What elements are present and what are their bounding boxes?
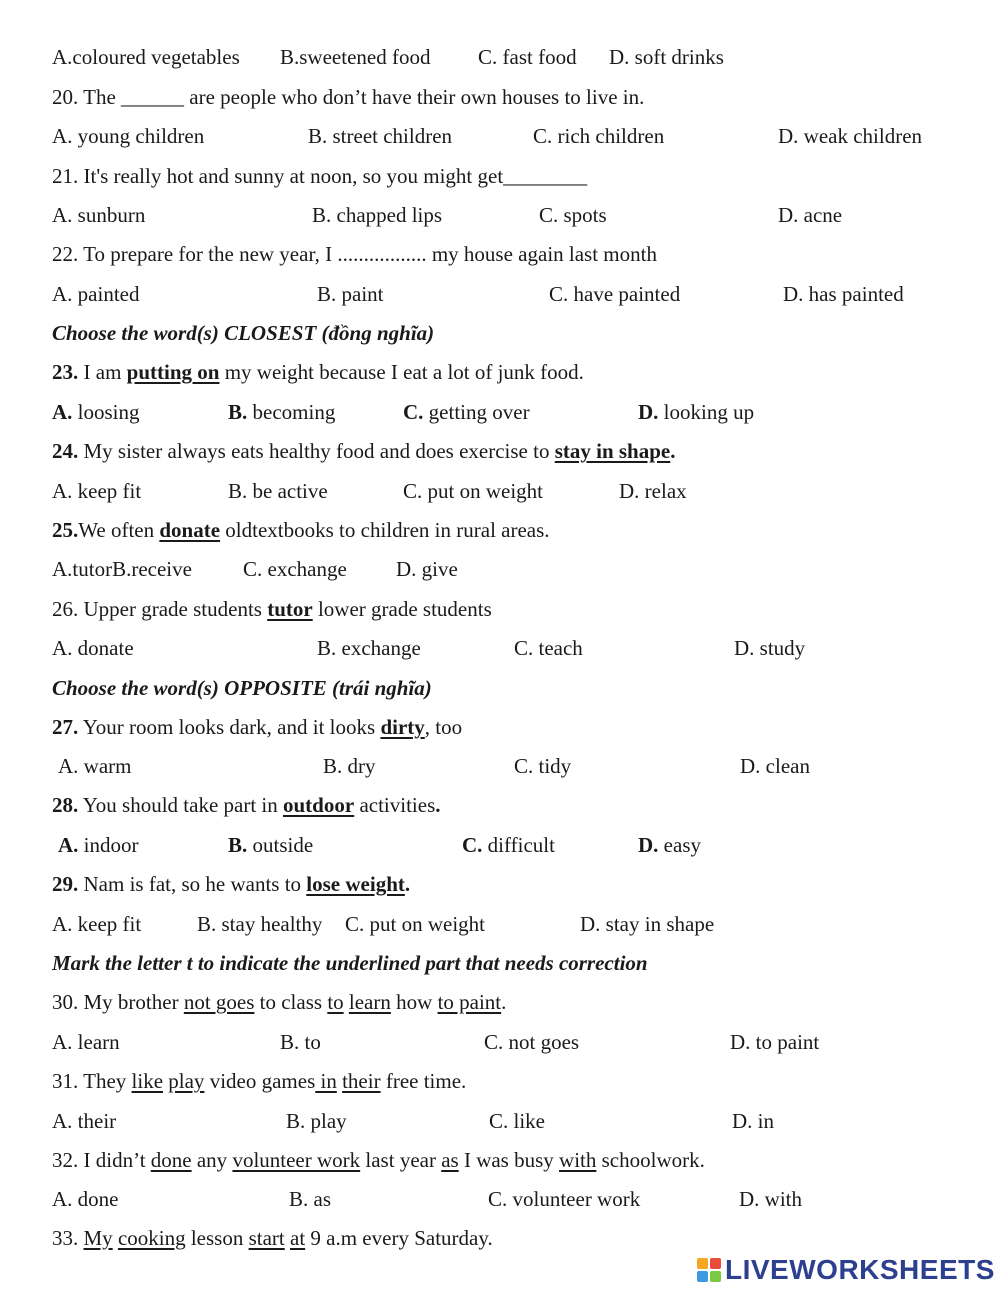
q22-option-b: B. paint bbox=[317, 282, 384, 306]
q28-keyword: outdoor bbox=[283, 793, 355, 817]
q29-option-b: B. stay healthy bbox=[197, 912, 323, 936]
q20-option-a: A. young children bbox=[52, 124, 205, 148]
q20-option-c: C. rich children bbox=[533, 124, 665, 148]
q25-keyword: donate bbox=[159, 518, 221, 542]
q21-option-d: D. acne bbox=[778, 203, 843, 227]
q27-option-d: D. clean bbox=[740, 754, 810, 778]
q20-option-b: B. street children bbox=[308, 124, 453, 148]
q21-option-a: A. sunburn bbox=[52, 203, 146, 227]
q28-option-c: C. difficult bbox=[462, 833, 555, 857]
q20-blank: ______ bbox=[121, 85, 185, 109]
q19-option-b: B.sweetened food bbox=[280, 45, 431, 69]
q26-option-a: A. donate bbox=[52, 636, 134, 660]
q24-option-d: D. relax bbox=[619, 479, 687, 503]
q27-option-a: A. warm bbox=[58, 754, 132, 778]
q26-keyword: tutor bbox=[267, 597, 313, 621]
q22-option-d: D. has painted bbox=[783, 282, 904, 306]
q23-question: 23. I am putting on my weight because I eat a lot of junk food. bbox=[52, 360, 584, 384]
logo-square bbox=[710, 1258, 721, 1269]
q32-question: 32. I didn’t done any volunteer work last year as I was busy with schoolwork. bbox=[52, 1148, 705, 1172]
q26-option-b: B. exchange bbox=[317, 636, 421, 660]
q20-option-d: D. weak children bbox=[778, 124, 923, 148]
q28-option-a: A. indoor bbox=[58, 833, 139, 857]
q27-question: 27. Your room looks dark, and it looks dirty, too bbox=[52, 715, 463, 739]
q32-option-c: C. volunteer work bbox=[488, 1187, 641, 1211]
q30-question: 30. My brother not goes to class to learn how to paint. bbox=[52, 990, 507, 1014]
logo-square bbox=[697, 1271, 708, 1282]
q24-option-a: A. keep fit bbox=[52, 479, 142, 503]
q24-option-c: C. put on weight bbox=[403, 479, 543, 503]
q31-option-c: C. like bbox=[489, 1109, 545, 1133]
q24-question: 24. My sister always eats healthy food and does exercise to stay in shape. bbox=[52, 439, 676, 463]
q31-option-b: B. play bbox=[286, 1109, 347, 1133]
q22-option-a: A. painted bbox=[52, 282, 140, 306]
q26-question: 26. Upper grade students tutor lower grade students bbox=[52, 597, 492, 621]
logo-square bbox=[697, 1258, 708, 1269]
q27-option-b: B. dry bbox=[323, 754, 376, 778]
logo-square bbox=[710, 1271, 721, 1282]
q30-option-b: B. to bbox=[280, 1030, 321, 1054]
q29-option-c: C. put on weight bbox=[345, 912, 485, 936]
q30-option-a: A. learn bbox=[52, 1030, 120, 1054]
q20-question: 20. The ______ are people who don’t have their own houses to live in. bbox=[52, 85, 645, 109]
q23-keyword: putting on bbox=[126, 360, 220, 384]
logo-text: LIVEWORKSHEETS bbox=[725, 1254, 995, 1285]
q25-question: 25.We often donate oldtextbooks to children in rural areas. bbox=[52, 518, 550, 542]
q24-option-b: B. be active bbox=[228, 479, 328, 503]
q23-option-a: A. loosing bbox=[52, 400, 140, 424]
q31-option-a: A. their bbox=[52, 1109, 117, 1133]
q29-question: 29. Nam is fat, so he wants to lose weight. bbox=[52, 872, 411, 896]
q21-question: 21. It's really hot and sunny at noon, so you might get________ bbox=[52, 164, 588, 188]
section-heading-closest: Choose the word(s) CLOSEST (đồng nghĩa) bbox=[52, 321, 435, 345]
q23-option-b: B. becoming bbox=[228, 400, 336, 424]
section-heading-correction: Mark the letter t to indicate the underlined part that needs correction bbox=[52, 951, 648, 975]
q25-option-d: D. give bbox=[396, 557, 458, 581]
q32-option-b: B. as bbox=[289, 1187, 331, 1211]
q33-question: 33. My cooking lesson start at 9 a.m every Saturday. bbox=[52, 1226, 493, 1250]
q25-option-c: C. exchange bbox=[243, 557, 347, 581]
section-heading-opposite: Choose the word(s) OPPOSITE (trái nghĩa) bbox=[52, 676, 432, 700]
q30-option-d: D. to paint bbox=[730, 1030, 820, 1054]
q22-option-c: C. have painted bbox=[549, 282, 681, 306]
q25-option-ab: A.tutorB.receive bbox=[52, 557, 192, 581]
q31-option-d: D. in bbox=[732, 1109, 774, 1133]
q27-option-c: C. tidy bbox=[514, 754, 572, 778]
q19-option-d: D. soft drinks bbox=[609, 45, 724, 69]
q26-option-c: C. teach bbox=[514, 636, 583, 660]
q29-option-d: D. stay in shape bbox=[580, 912, 715, 936]
q32-option-a: A. done bbox=[52, 1187, 119, 1211]
q31-question: 31. They like play video games in their free time. bbox=[52, 1069, 467, 1093]
q23-option-d: D. looking up bbox=[638, 400, 755, 424]
q21-option-c: C. spots bbox=[539, 203, 607, 227]
q21-option-b: B. chapped lips bbox=[312, 203, 443, 227]
logo-squares-icon bbox=[697, 1258, 721, 1282]
q29-option-a: A. keep fit bbox=[52, 912, 142, 936]
q19-option-c: C. fast food bbox=[478, 45, 577, 69]
q28-question: 28. You should take part in outdoor activities. bbox=[52, 793, 441, 817]
q19-option-a: A.coloured vegetables bbox=[52, 45, 240, 69]
q22-question: 22. To prepare for the new year, I ................. my house again last month bbox=[52, 242, 657, 266]
liveworksheets-logo[interactable] bbox=[697, 1254, 995, 1286]
q27-keyword: dirty bbox=[380, 715, 425, 739]
q30-option-c: C. not goes bbox=[484, 1030, 580, 1054]
q23-option-c: C. getting over bbox=[403, 400, 530, 424]
q28-option-d: D. easy bbox=[638, 833, 701, 857]
q28-option-b: B. outside bbox=[228, 833, 314, 857]
q24-keyword: stay in shape bbox=[554, 439, 671, 463]
q32-option-d: D. with bbox=[739, 1187, 802, 1211]
q26-option-d: D. study bbox=[734, 636, 806, 660]
q29-keyword: lose weight bbox=[306, 872, 405, 896]
